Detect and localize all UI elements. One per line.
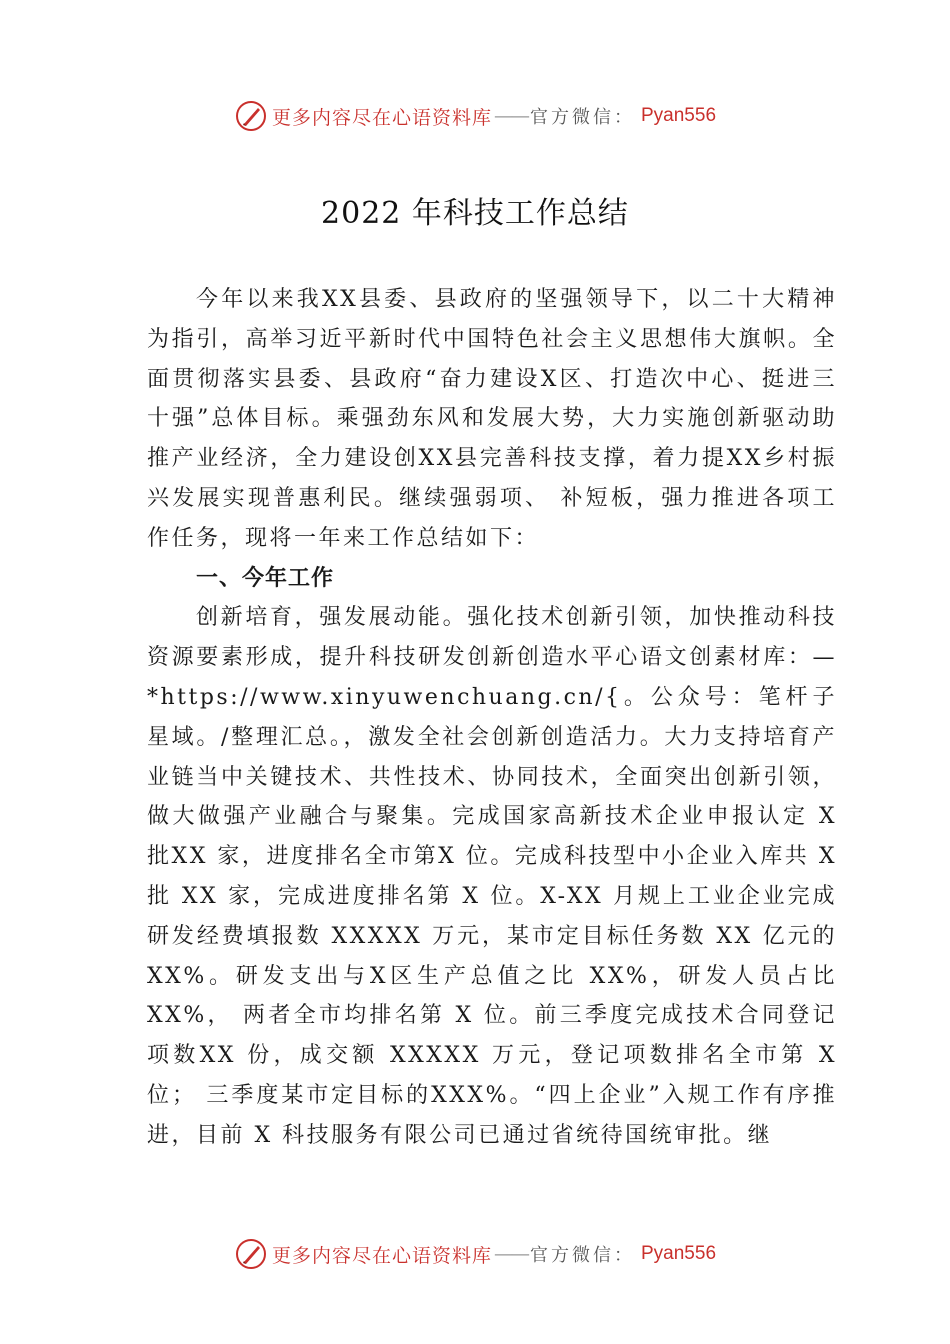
banner-dash: —— bbox=[494, 105, 528, 127]
banner-wechat-label: 官方微信： bbox=[530, 1245, 635, 1266]
section-paragraph: 创新培育，强发展动能。强化技术创新引领，加快推动科技资源要素形成，提升科技研发创新创造水平心语文创素材库：—*https://www.xinyuwenchuang.cn/{。公众号：笔杆子星域。/整理汇总。，激发全社会创新创造活力。大力支持培育产业链当中关键技术、共性技术、协同技术，全面突出创新引领，做大做强产业融合与聚集。完成国家高新技术企业申报认定 X 批XX 家，进度排名全市第X 位。完成科技型中小企业入库共 X 批 XX 家，完成进度排名第 X 位。X-XX 月规上工业企业完成研发经费填报数 XXXXX 万元，某市定目标任务数 XX 亿元的 XX%。研发支出与X区生产总值之比 XX%，研发人员占比 XX%， 两者全市均排名第 X 位。前三季度完成技术合同登记项数XX 份，成交额 XXXXX 万元，登记项数排名全市第 X 位； 三季度某市定目标的XXX%。“四上企业”入规工作有序推进，目前 X 科技服务有限公司已通过省统待国统审批。继 bbox=[147, 605, 837, 1148]
header-banner bbox=[0, 96, 950, 136]
footer-banner bbox=[0, 1234, 950, 1274]
quill-pen-logo-icon bbox=[234, 99, 268, 133]
document-body bbox=[147, 280, 837, 1156]
banner-wechat-label: 官方微信： bbox=[530, 107, 635, 128]
section-heading: 一、今年工作 bbox=[196, 565, 335, 591]
banner-dash: —— bbox=[494, 1243, 528, 1265]
banner-brand: 更多内容尽在心语资料库 bbox=[271, 1244, 492, 1267]
banner-wechat-id: Pyan556 bbox=[641, 1243, 717, 1264]
banner-brand: 更多内容尽在心语资料库 bbox=[271, 106, 492, 129]
intro-paragraph: 今年以来我XX县委、县政府的坚强领导下，以二十大精神为指引，高举习近平新时代中国特色社会主义思想伟大旗帜。全面贯彻落实县委、县政府“奋力建设X区、打造次中心、挺进三十强”总体目标。乘强劲东风和发展大势，大力实施创新驱动助推产业经济，全力建设创XX县完善科技支撑，着力提XX乡村振兴发展实现普惠利民。继续强弱项、 补短板，强力推进各项工作任务，现将一年来工作总结如下： bbox=[147, 287, 837, 551]
banner-wechat-id: Pyan556 bbox=[641, 105, 717, 126]
document-title: 2022 年科技工作总结 bbox=[321, 196, 629, 231]
quill-pen-logo-icon bbox=[234, 1237, 268, 1271]
